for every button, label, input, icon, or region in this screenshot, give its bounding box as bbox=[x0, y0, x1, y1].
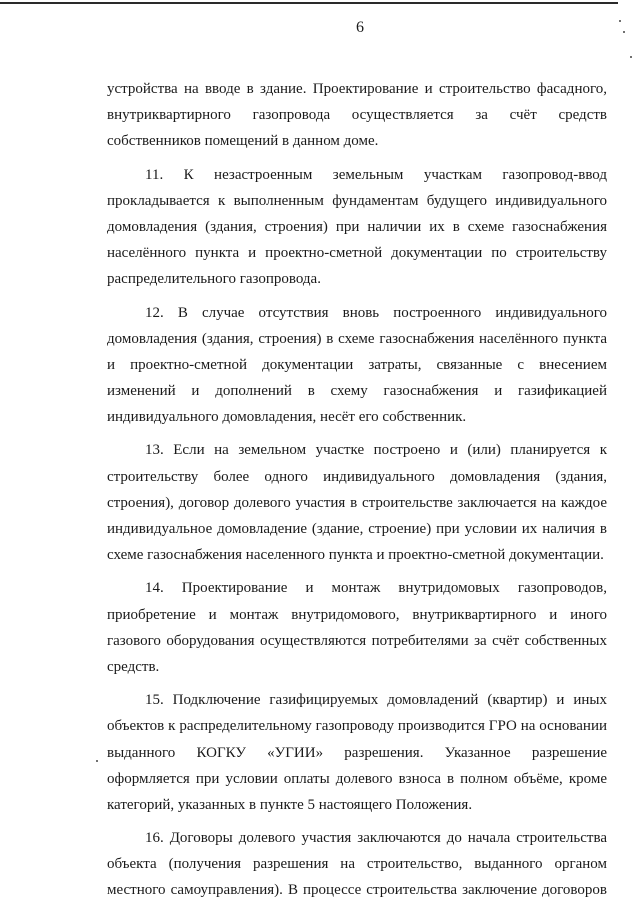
paragraph-12 bbox=[107, 300, 607, 431]
text-line: устройства на вводе в здание. Проектирование и строительство фасадного, bbox=[107, 81, 607, 97]
text-line: газового оборудования осуществляются потребителями за счёт собственных bbox=[107, 632, 607, 649]
text-line: 16. Договоры долевого участия заключаются до начала строительства bbox=[145, 830, 607, 847]
text-line: домовладения (здания, строения) при наличии их в схеме газоснабжения bbox=[107, 218, 607, 235]
text-line: объектов к распределительному газопроводу производится ГРО на основании bbox=[107, 718, 607, 735]
paragraph-13 bbox=[107, 437, 607, 568]
text-line: схеме газоснабжения населенного пункта и проектно-сметной документации. bbox=[107, 547, 604, 564]
text-line: 15. Подключение газифицируемых домовладений (квартир) и иных bbox=[145, 692, 607, 709]
text-line: 12. В случае отсутствия вновь построенного индивидуального bbox=[145, 304, 607, 321]
text-line: объекта (получения разрешения на строительство, выданного органом bbox=[107, 856, 607, 873]
text-line: строения), договор долевого участия в строительстве заключается на каждое bbox=[107, 494, 607, 511]
text-line: изменений и дополнений в схему газоснабжения и газификацией bbox=[107, 383, 607, 400]
document-body bbox=[107, 76, 607, 905]
text-line: индивидуальное домовладение (здание, строение) при условии их наличия в bbox=[107, 521, 607, 537]
text-line: выданного КОГКУ «УГИИ» разрешения. Указанное разрешение bbox=[107, 744, 607, 761]
text-line: оформляется при условии оплаты долевого взноса в полном объёме, кроме bbox=[107, 770, 607, 787]
text-line: прокладывается к выполненным фундаментам будущего индивидуального bbox=[107, 192, 607, 209]
paragraph-16 bbox=[107, 825, 607, 904]
text-line: 13. Если на земельном участке построено и (или) планируется к bbox=[145, 442, 607, 459]
text-line: и проектно-сметной документации затраты, связанные с внесением bbox=[107, 356, 607, 373]
text-line: приобретение и монтаж внутридомового, внутриквартирного и иного bbox=[107, 606, 607, 623]
text-line: распределительного газопровода. bbox=[107, 271, 321, 288]
text-line: населённого пункта и проектно-сметной документации по строительству bbox=[107, 245, 607, 262]
text-line: собственников помещений в данном доме. bbox=[107, 133, 379, 150]
text-line: средств. bbox=[107, 658, 160, 675]
text-line: строительству более одного индивидуального домовладения (здания, bbox=[107, 468, 607, 485]
text-line: местного самоуправления). В процессе строительства заключение договоров bbox=[107, 882, 607, 899]
scan-top-edge-line bbox=[0, 2, 618, 4]
scan-speck bbox=[630, 56, 632, 58]
paragraph-11 bbox=[107, 162, 607, 293]
text-line: 11. К незастроенным земельным участкам газопровод-ввод bbox=[145, 166, 607, 183]
text-line: 14. Проектирование и монтаж внутридомовых газопроводов, bbox=[145, 580, 607, 597]
text-line: домовладения (здания, строения) в схеме газоснабжения населённого пункта bbox=[107, 330, 607, 347]
scan-speck bbox=[96, 760, 98, 762]
page-number: 6 bbox=[356, 19, 364, 36]
paragraph-15 bbox=[107, 687, 607, 818]
text-line: внутриквартирного газопровода осуществляется за счёт средств bbox=[107, 107, 607, 124]
text-line: индивидуального домовладения, несёт его собственник. bbox=[107, 409, 467, 426]
text-line: категорий, указанных в пункте 5 настоящего Положения. bbox=[107, 796, 473, 813]
paragraph bbox=[107, 76, 607, 155]
paragraph-14 bbox=[107, 575, 607, 680]
